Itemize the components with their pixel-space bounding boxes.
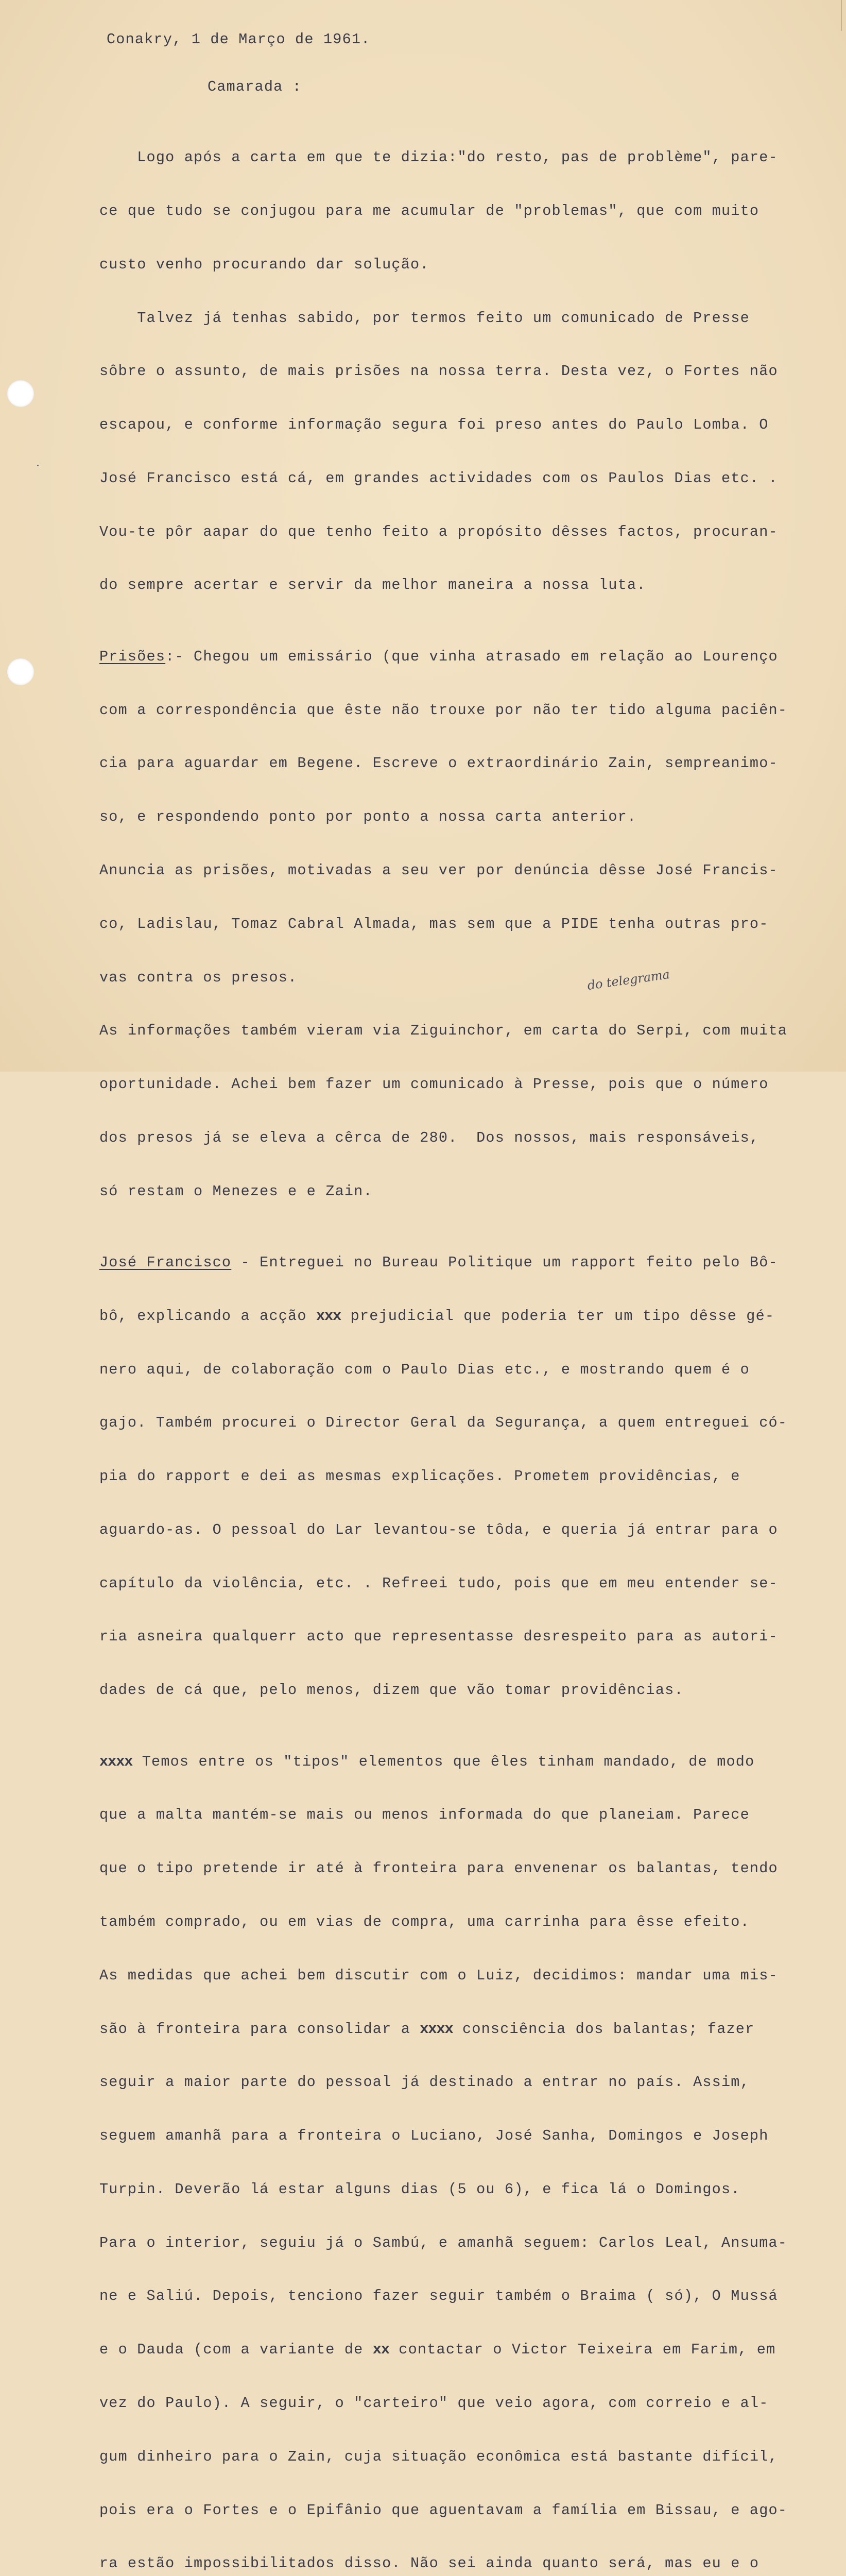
text-fragment: prejudicial que poderia ter um tipo dêsse gé- [341, 1307, 775, 1325]
text-line: nero aqui, de colaboração com o Paulo Dias etc., e mostrando quem é o [99, 1361, 750, 1378]
text-line: gajo. Também procurei o Director Geral da Segurança, a quem entreguei có- [99, 1414, 788, 1432]
text-fragment: bô, explicando a acção [99, 1307, 316, 1325]
text-fragment: contactar o Victor Teixeira em Farim, em [389, 2341, 776, 2359]
text-line: Vou-te pôr aapar do que tenho feito a propósito dêsses factos, procuran- [99, 523, 778, 540]
typed-strikeout: xxxx [420, 2020, 453, 2038]
letter-body [99, 113, 787, 2576]
text-line: Anuncia as prisões, motivadas a seu ver por denúncia dêsse José Francis- [99, 861, 778, 879]
text-line: que o tipo pretende ir até à fronteira para envenenar os balantas, tendo [99, 1860, 778, 1877]
text-line: cia para aguardar em Begene. Escreve o extraordinário Zain, sempreanimo- [99, 755, 778, 772]
text-line: sôbre o assunto, de mais prisões na nossa terra. Desta vez, o Fortes não [99, 363, 778, 380]
text-fragment: e o Dauda (com a variante de [99, 2341, 373, 2359]
text-line: As informações também vieram via Ziguinchor, em carta do Serpi, com muita [99, 1022, 788, 1040]
text-line: dos presos já se eleva a cêrca de 280. Dos nossos, mais responsáveis, [99, 1129, 759, 1146]
text-line: seguir a maior parte do pessoal já destinado a entrar no país. Assim, [99, 2074, 750, 2091]
text-fragment: Temos entre os "tipos" elementos que êles tinham mandado, de modo [132, 1753, 755, 1770]
text-line: pois era o Fortes e o Epifânio que aguentavam a família em Bissau, e ago- [99, 2501, 788, 2519]
text-line [99, 648, 787, 666]
text-line: oportunidade. Achei bem fazer um comunicado à Presse, pois que o número [99, 1076, 769, 1093]
ink-speck [37, 465, 39, 466]
text-line: co, Ladislau, Tomaz Cabral Almada, mas sem que a PIDE tenha outras pro- [99, 915, 769, 933]
text-line: custo venho procurando dar solução. [99, 256, 429, 273]
typed-strikeout: xx [372, 2341, 389, 2359]
text-line: só restam o Menezes e e Zain. [99, 1182, 373, 1200]
text-line [99, 2021, 787, 2039]
text-line: com a correspondência que êste não trouxe por não ter tido alguma paciên- [99, 701, 788, 719]
typed-strikeout: xxxx [99, 1753, 133, 1770]
section-heading-jose-francisco: José Francisco [99, 1254, 232, 1271]
text-fragment: - Entreguei no Bureau Politique um rapport feito pelo Bô- [231, 1254, 778, 1271]
text-line: José Francisco está cá, em grandes actividades com os Paulos Dias etc. . [99, 469, 778, 487]
text-line: que a malta mantém-se mais ou menos informada do que planeiam. Parece [99, 1806, 750, 1824]
salutation: Camarada : [208, 78, 302, 95]
date-line: Conakry, 1 de Março de 1961. [107, 31, 371, 48]
text-line: escapou, e conforme informação segura foi preso antes do Paulo Lomba. O [99, 416, 769, 434]
punch-hole [7, 658, 34, 685]
text-line: so, e respondendo ponto por ponto a nossa carta anterior. [99, 808, 637, 826]
text-line: ne e Saliú. Depois, tenciono fazer seguir também o Braima ( só), O Mussá [99, 2287, 778, 2305]
punch-hole [7, 380, 34, 407]
text-line: capítulo da violência, etc. . Refreei tudo, pois que em meu entender se- [99, 1574, 778, 1592]
section-heading-prisoes: Prisões [99, 648, 166, 665]
text-line: vez do Paulo). A seguir, o "carteiro" que veio agora, com correio e al- [99, 2395, 769, 2412]
text-line: pia do rapport e dei as mesmas explicações. Prometem providências, e [99, 1468, 740, 1485]
text-line: do sempre acertar e servir da melhor maneira a nossa luta. [99, 577, 646, 594]
handwritten-insertion: do telegrama [586, 967, 671, 993]
text-line: ra estão impossibilitados disso. Não sei ainda quanto será, mas eu e o [99, 2555, 759, 2572]
text-line: também comprado, ou em vias de compra, uma carrinha para êsse efeito. [99, 1913, 750, 1930]
text-line [99, 1308, 787, 1326]
text-line: Logo após a carta em que te dizia:"do resto, pas de problème", pare- [99, 149, 778, 166]
text-line [99, 2341, 787, 2359]
text-line: ce que tudo se conjugou para me acumular de "problemas", que com muito [99, 202, 759, 219]
text-line [99, 1753, 787, 1771]
text-line: dades de cá que, pelo menos, dizem que vão tomar providências. [99, 1682, 684, 1699]
text-line: Talvez já tenhas sabido, por termos feito um comunicado de Presse [99, 309, 750, 327]
text-line: aguardo-as. O pessoal do Lar levantou-se tôda, e queria já entrar para o [99, 1521, 778, 1538]
text-line: vas contra os presos. [99, 969, 298, 986]
text-fragment: são à fronteira para consolidar a [99, 2020, 420, 2038]
text-line: As medidas que achei bem discutir com o Luiz, decidimos: mandar uma mis- [99, 1967, 778, 1984]
text-line: seguem amanhã para a fronteira o Luciano, José Sanha, Domingos e Joseph [99, 2127, 769, 2145]
text-fragment: consciência dos balantas; fazer [453, 2020, 755, 2038]
typed-strikeout: xxx [316, 1307, 341, 1325]
text-line: ria asneira qualquerr acto que representasse desrespeito para as autori- [99, 1628, 778, 1646]
text-line: gum dinheiro para o Zain, cuja situação econômica está bastante difícil, [99, 2448, 778, 2465]
text-line: Para o interior, seguiu já o Sambú, e amanhã seguem: Carlos Leal, Ansuma- [99, 2234, 788, 2251]
text-line [99, 1254, 787, 1272]
page-edge [841, 0, 842, 31]
text-line: Turpin. Deverão lá estar alguns dias (5 ou 6), e fica lá o Domingos. [99, 2180, 740, 2198]
text-fragment: :- Chegou um emissário (que vinha atrasado em relação ao Lourenço [165, 648, 778, 665]
